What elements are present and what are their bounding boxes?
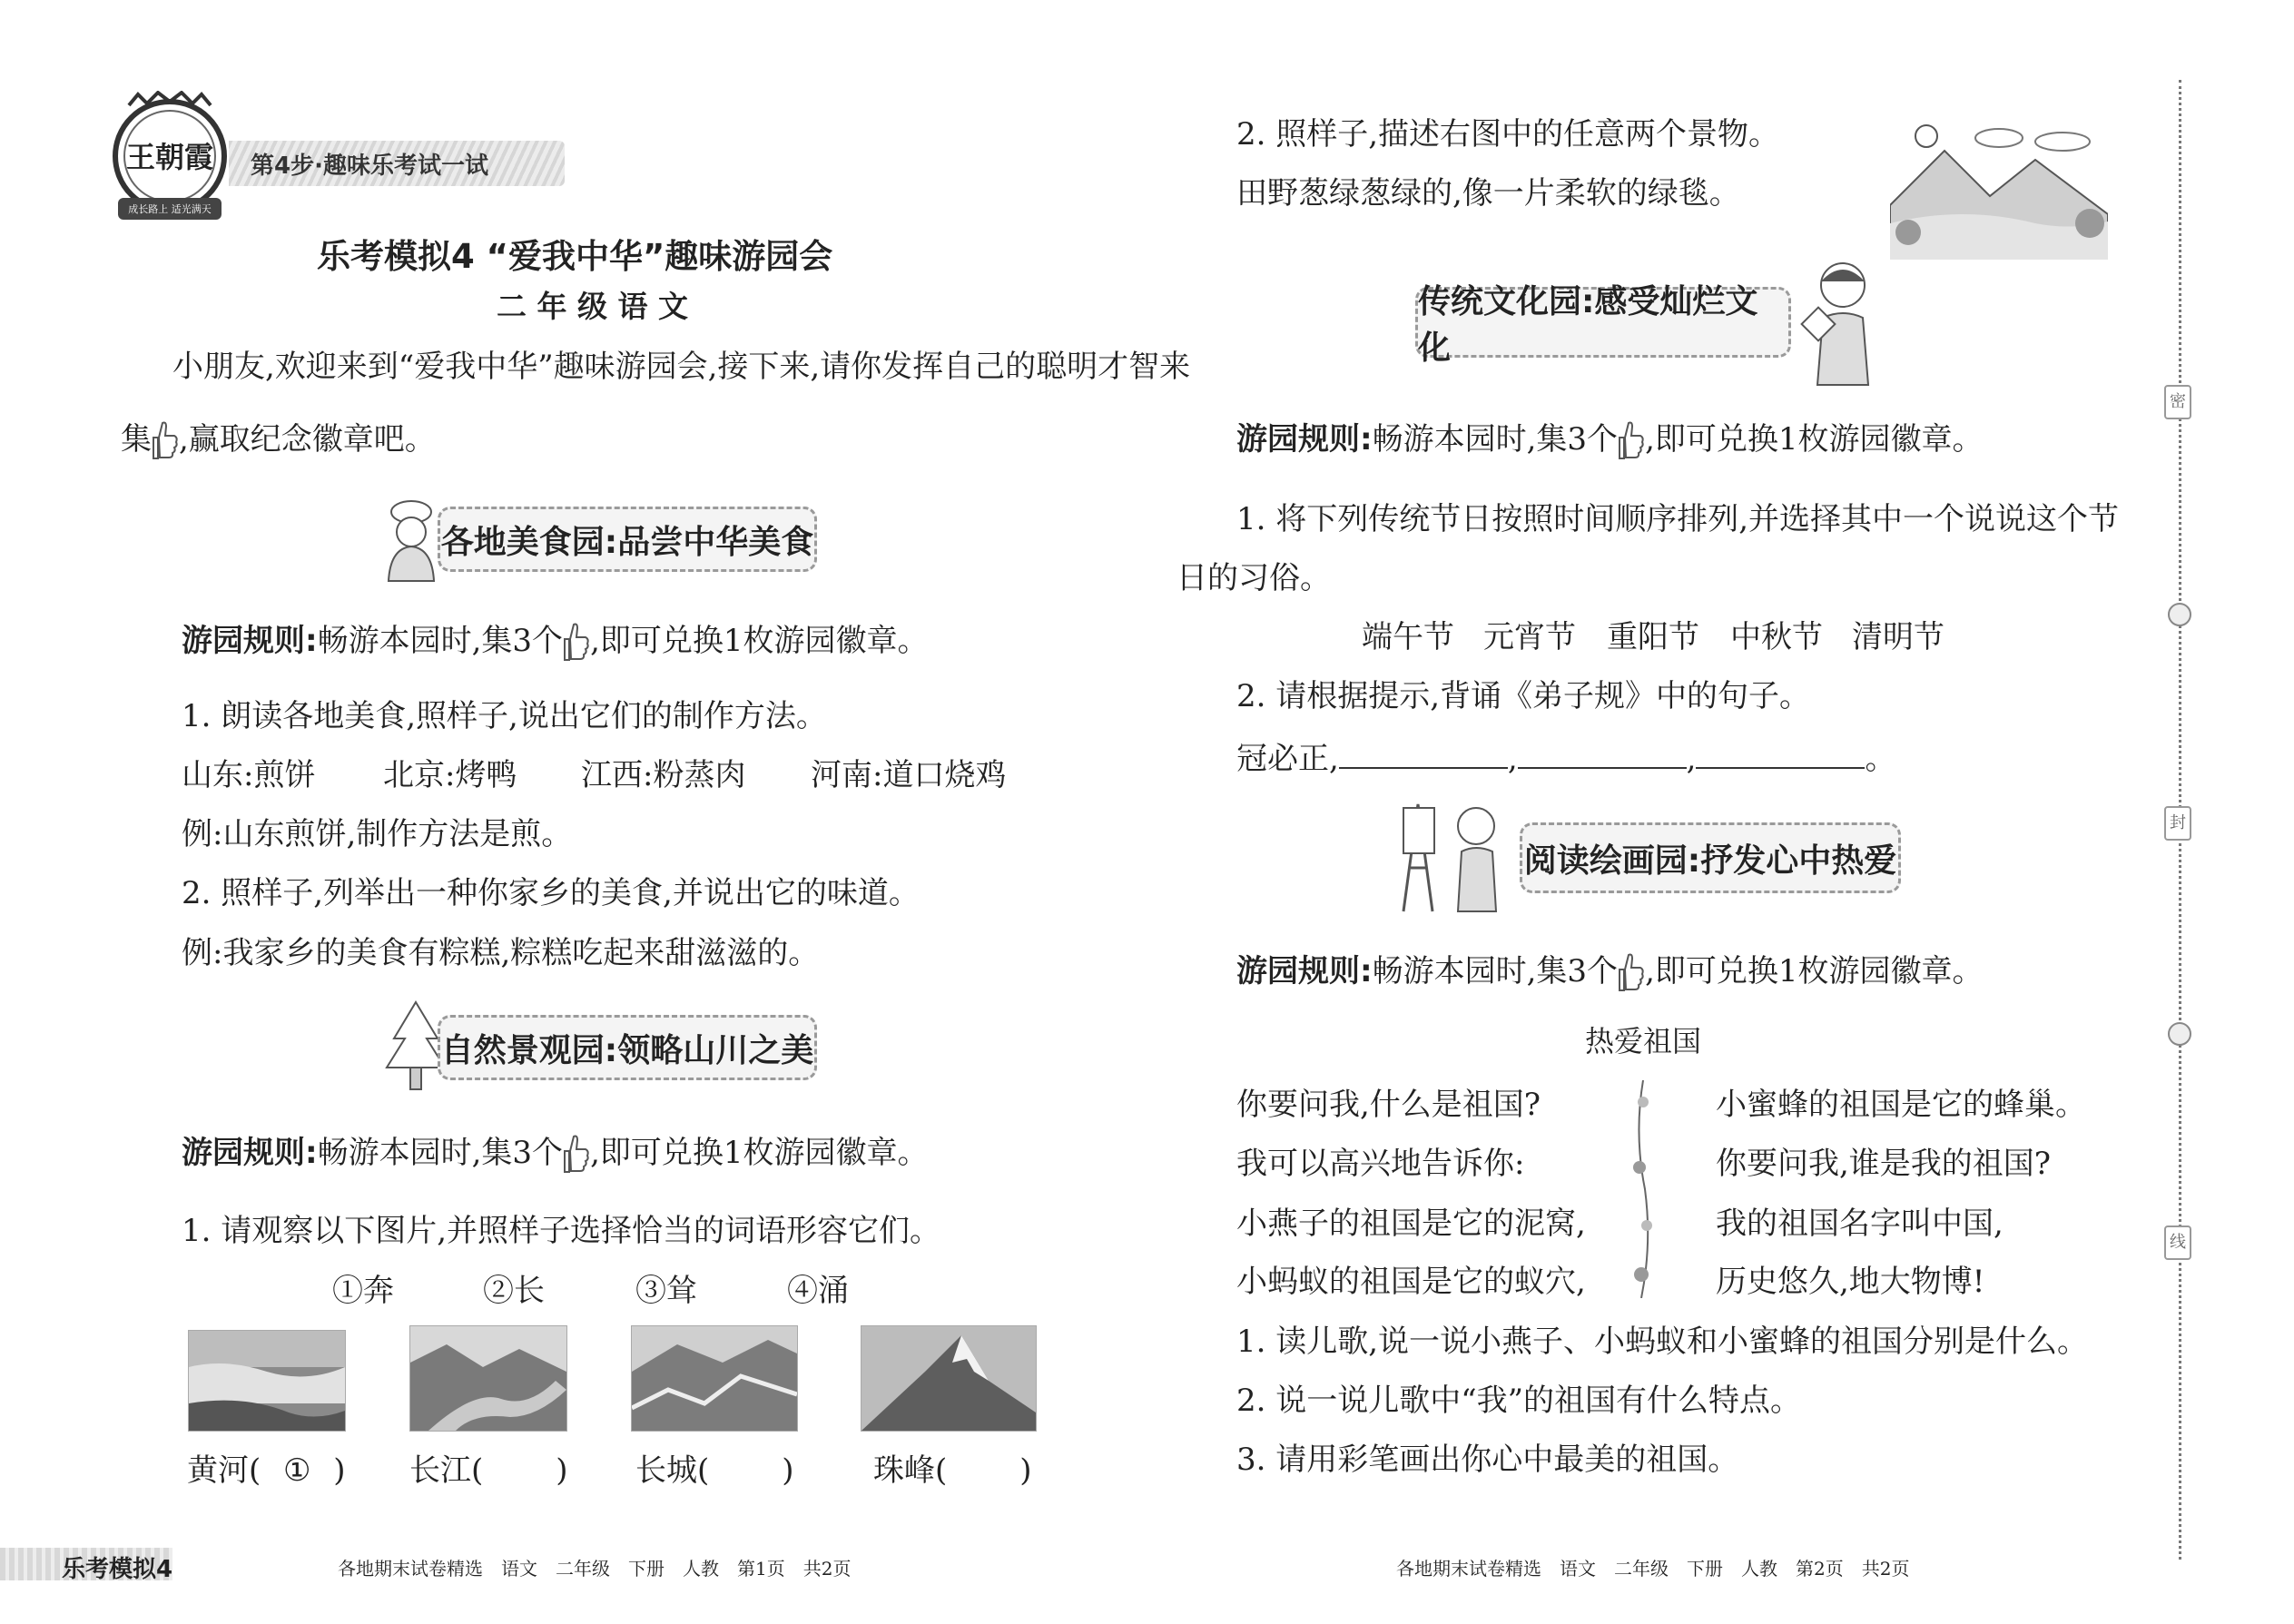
thumbs-up-icon	[1618, 419, 1645, 463]
intro-line-2	[121, 419, 436, 463]
food-item: 北京:烤鸭	[383, 757, 517, 793]
intro-collect-label: 集	[121, 421, 152, 458]
dizigui-blank-3[interactable]	[1696, 743, 1865, 769]
food-example-1: 例:山东煎饼,制作方法是煎。	[182, 816, 573, 852]
place-name: 珠峰(	[873, 1452, 948, 1489]
culture-q1-line2: 日的习俗。	[1177, 560, 1331, 596]
thumbs-up-icon	[563, 621, 590, 664]
rule-label: 游园规则:	[182, 623, 318, 659]
rule-label: 游园规则:	[1236, 953, 1373, 989]
rule-text: 畅游本园时,集3个	[317, 623, 564, 659]
rule-label: 游园规则:	[1236, 421, 1373, 458]
dizigui-fill-row	[1236, 741, 1895, 778]
place-name: 长江(	[409, 1452, 484, 1489]
thumbs-up-icon	[1618, 951, 1645, 995]
place-name: 长城(	[635, 1452, 710, 1489]
reading-q1: 1. 读儿歌,说一说小燕子、小蚂蚁和小蜜蜂的祖国分别是什么。	[1236, 1324, 2089, 1360]
great-wall-photo	[631, 1325, 798, 1432]
rule-text: 畅游本园时,集3个	[317, 1135, 564, 1171]
place-answer-row	[187, 1452, 346, 1490]
reading-q3: 3. 请用彩笔画出你心中最美的祖国。	[1236, 1442, 1739, 1478]
reading-garden-plaque: 阅读绘画园:抒发心中热爱	[1520, 822, 1901, 893]
rule-text-end: ,即可兑换1枚游园徽章。	[1645, 953, 1984, 989]
place-close: )	[1019, 1452, 1032, 1489]
festival-item: 端午节	[1362, 619, 1454, 655]
page-subtitle: 二 年 级 语 文	[497, 289, 688, 324]
boy-with-fu-illustration	[1790, 258, 1890, 392]
rule-text: 畅游本园时,集3个	[1372, 953, 1619, 989]
poem-right-line: 你要问我,谁是我的祖国?	[1716, 1146, 2052, 1182]
flower-vine-decoration	[1625, 1080, 1661, 1298]
place-close: )	[782, 1452, 794, 1489]
thumbs-up-icon	[563, 1133, 590, 1176]
rule-text-end: ,即可兑换1枚游园徽章。	[590, 623, 929, 659]
intro-collect-rest: ,赢取纪念徽章吧。	[179, 421, 436, 458]
footer-page-info: 各地期末试卷精选 语文 二年级 下册 人教 第1页 共2页	[338, 1558, 852, 1580]
place-name: 黄河(	[187, 1452, 261, 1489]
reading-rule	[1236, 951, 1984, 995]
poem-left-line: 你要问我,什么是祖国?	[1236, 1087, 1541, 1123]
nature-q2-example: 田野葱绿葱绿的,像一片柔软的绿毯。	[1236, 175, 1740, 212]
step-label: 第4步·趣味乐考试一试	[251, 153, 488, 180]
nature-option: ④涌	[787, 1273, 849, 1309]
food-item: 江西:粉蒸肉	[581, 757, 746, 793]
poem-title: 热爱祖国	[1585, 1024, 1702, 1058]
nature-q1: 1. 请观察以下图片,并照样子选择恰当的词语形容它们。	[182, 1213, 941, 1249]
binding-mark-text: 封	[2170, 813, 2186, 832]
culture-rule	[1236, 419, 1984, 463]
binding-flower-icon	[2168, 1022, 2191, 1046]
poem-left-line: 小燕子的祖国是它的泥窝,	[1236, 1206, 1586, 1242]
dizigui-end: 。	[1865, 741, 1896, 777]
binding-mark-text: 密	[2170, 392, 2186, 411]
footer-tag: 乐考模拟4	[62, 1556, 173, 1583]
festival-item: 清明节	[1852, 619, 1944, 655]
place-close: )	[333, 1452, 346, 1489]
poem-left-line: 小蚂蚁的祖国是它的蚁穴,	[1236, 1264, 1586, 1300]
logo-subtext: 成长路上 适光满天	[128, 203, 212, 215]
dizigui-start: 冠必正,	[1236, 741, 1339, 777]
binding-flower-icon	[2168, 603, 2191, 626]
place-answer-row	[409, 1452, 568, 1490]
culture-q2: 2. 请根据提示,背诵《弟子规》中的句子。	[1236, 678, 1811, 714]
place-close: )	[556, 1452, 568, 1489]
nature-garden-plaque: 自然景观园:领略山川之美	[438, 1015, 817, 1080]
landscape-illustration	[1890, 114, 2108, 260]
festival-item: 重阳节	[1607, 619, 1699, 655]
binding-mark	[2164, 385, 2191, 419]
place-answer-row	[873, 1452, 1032, 1490]
nature-rule	[182, 1133, 929, 1176]
binding-mark	[2164, 1225, 2191, 1260]
rule-text: 畅游本园时,集3个	[1372, 421, 1619, 458]
food-garden-plaque: 各地美食园:品尝中华美食	[438, 507, 817, 572]
poem-right-line: 小蜜蜂的祖国是它的蜂巢。	[1716, 1087, 2086, 1123]
binding-mark	[2164, 806, 2191, 841]
page-title: 乐考模拟4 “爱我中华”趣味游园会	[317, 237, 833, 276]
food-example-2: 例:我家乡的美食有粽糕,粽糕吃起来甜滋滋的。	[182, 935, 820, 971]
reading-q2: 2. 说一说儿歌中“我”的祖国有什么特点。	[1236, 1383, 1802, 1419]
festival-item: 中秋节	[1730, 619, 1823, 655]
binding-mark-text: 线	[2170, 1233, 2186, 1252]
dizigui-sep: ,	[1686, 741, 1697, 777]
intro-line-1: 小朋友,欢迎来到“爱我中华”趣味游园会,接下来,请你发挥自己的聪明才智来	[172, 349, 1191, 385]
poem-right-line: 历史悠久,地大物博!	[1716, 1264, 1985, 1300]
rule-text-end: ,即可兑换1枚游园徽章。	[1645, 421, 1984, 458]
poem-left-line: 我可以高兴地告诉你:	[1236, 1146, 1525, 1182]
place-answer-row	[635, 1452, 794, 1490]
logo-text: 王朝霞	[125, 140, 213, 174]
nature-q2: 2. 照样子,描述右图中的任意两个景物。	[1236, 116, 1780, 153]
rule-label: 游园规则:	[182, 1135, 318, 1171]
rule-text-end: ,即可兑换1枚游园徽章。	[590, 1135, 929, 1171]
dizigui-blank-1[interactable]	[1339, 743, 1508, 769]
food-item: 山东:煎饼	[182, 757, 316, 793]
festival-item: 元宵节	[1483, 619, 1576, 655]
culture-garden-plaque: 传统文化园:感受灿烂文化	[1415, 287, 1791, 358]
yellow-river-photo	[188, 1330, 346, 1432]
food-item: 河南:道口烧鸡	[811, 757, 1007, 793]
dizigui-blank-2[interactable]	[1518, 743, 1687, 769]
nature-option: ③耸	[635, 1273, 697, 1309]
painter-illustration	[1394, 795, 1520, 913]
everest-photo	[861, 1325, 1037, 1432]
food-rule	[182, 621, 929, 664]
thumbs-up-icon	[152, 419, 179, 463]
culture-q1-line1: 1. 将下列传统节日按照时间顺序排列,并选择其中一个说说这个节	[1236, 501, 2120, 537]
dizigui-sep: ,	[1507, 741, 1518, 777]
place-answer[interactable]: ①	[283, 1452, 311, 1489]
food-q2: 2. 照样子,列举出一种你家乡的美食,并说出它的味道。	[182, 875, 920, 911]
yangtze-river-photo	[409, 1325, 567, 1432]
food-q1: 1. 朗读各地美食,照样子,说出它们的制作方法。	[182, 698, 827, 734]
nature-option: ②长	[483, 1273, 545, 1309]
footer-page-info: 各地期末试卷精选 语文 二年级 下册 人教 第2页 共2页	[1396, 1558, 1910, 1580]
nature-option: ①奔	[332, 1273, 394, 1309]
poem-right-line: 我的祖国名字叫中国,	[1716, 1206, 2004, 1242]
